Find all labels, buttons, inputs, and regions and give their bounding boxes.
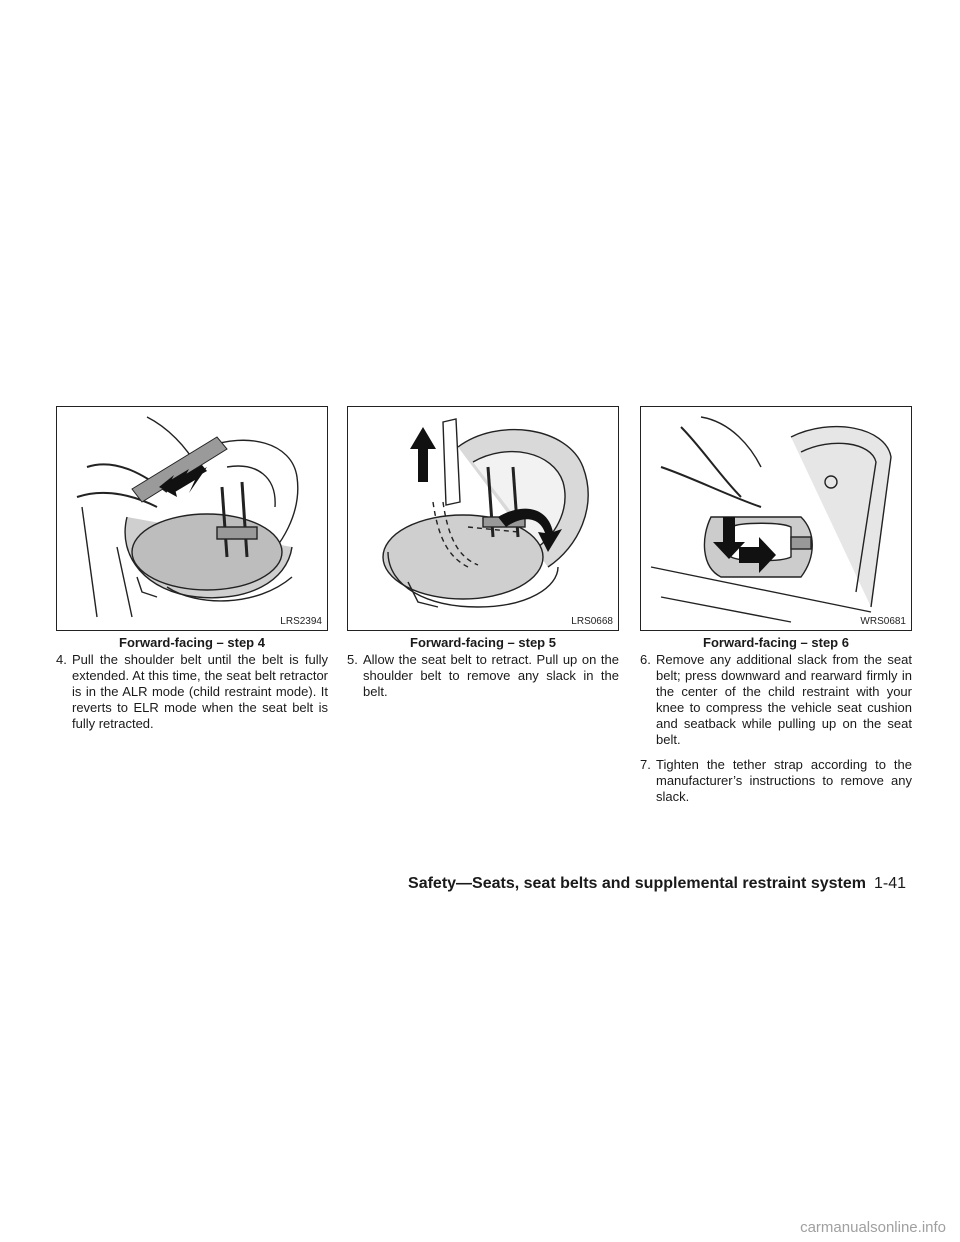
step-6: [640, 652, 912, 748]
figure-caption: Forward-facing – step 4: [119, 635, 265, 650]
section-title: Safety—Seats, seat belts and supplemental restraint system: [408, 875, 866, 892]
seat-belt-arrow-illustration: [57, 407, 327, 630]
figure-code: WRS0681: [860, 616, 906, 627]
knee-compress-illustration: [641, 407, 911, 630]
step-4: [56, 652, 328, 732]
figure-step-6: [640, 406, 912, 631]
watermark-link[interactable]: carmanualsonline.info: [800, 1219, 946, 1236]
step-text: Pull the shoulder belt until the belt is fully extended. At this time, the seat belt retractor is in the ALR mode (child restraint mode). It reverts to ELR mode when the seat belt is fully retracted.: [72, 652, 328, 731]
column-step-4: [56, 406, 328, 732]
step-text: Remove any additional slack from the seat belt; press downward and rearward firmly in the center of the child restraint with your knee to compress the vehicle seat cushion and seatback while pulling up on the seat belt.: [656, 652, 912, 747]
figure-caption: Forward-facing – step 6: [703, 635, 849, 650]
step-7: [640, 757, 912, 805]
step-number: 7.: [640, 757, 651, 772]
step-number: 5.: [347, 652, 358, 667]
page-footer: [400, 874, 906, 894]
column-step-5: [347, 406, 619, 700]
figure-caption: Forward-facing – step 5: [410, 635, 556, 650]
figure-code: LRS0668: [571, 616, 613, 627]
figure-step-4: [56, 406, 328, 631]
step-number: 4.: [56, 652, 67, 667]
page-number: 1-41: [873, 875, 906, 892]
step-5: [347, 652, 619, 700]
step-text: Allow the seat belt to retract. Pull up on the shoulder belt to remove any slack in the belt.: [363, 652, 619, 699]
column-step-6-7: [640, 406, 912, 805]
step-number: 6.: [640, 652, 651, 667]
seat-belt-retract-illustration: [348, 407, 618, 630]
figure-step-5: [347, 406, 619, 631]
step-text: Tighten the tether strap according to the manufacturer’s instructions to remove any slack.: [656, 757, 912, 804]
figure-code: LRS2394: [280, 616, 322, 627]
